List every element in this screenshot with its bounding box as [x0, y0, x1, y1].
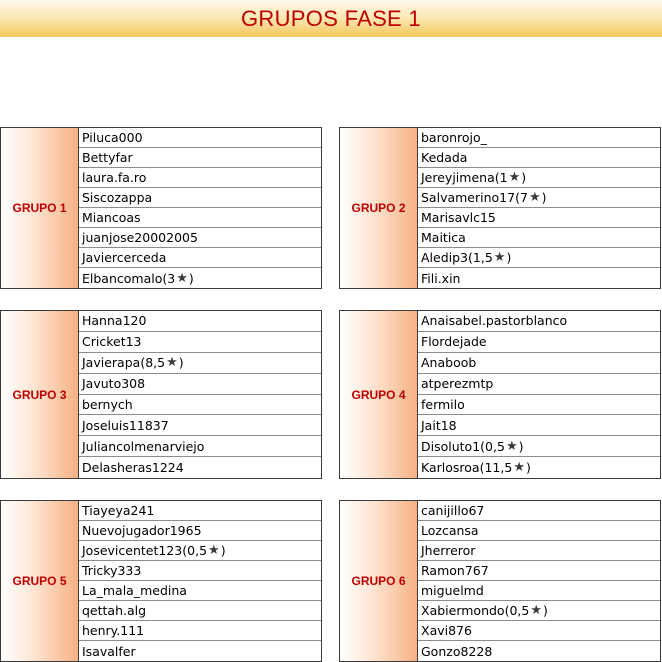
score-close-paren: ) — [543, 603, 548, 618]
member-name: Elbancomalo — [82, 270, 163, 286]
member-row — [418, 208, 660, 228]
member-name: Juliancolmenarviejo — [82, 438, 205, 454]
member-row — [418, 228, 660, 248]
member-name: Javuto308 — [82, 376, 146, 392]
member-name: Bettyfar — [82, 150, 133, 165]
group-label: GRUPO 6 — [351, 574, 406, 588]
member-name: Josevicentet123 — [82, 543, 183, 558]
member-row — [418, 311, 660, 332]
member-name: Siscozappa — [82, 190, 153, 205]
member-list — [418, 501, 660, 661]
member-row — [418, 457, 660, 478]
score-open-paren: ( — [515, 190, 520, 205]
member-row — [418, 581, 660, 601]
group-label-cell — [340, 128, 418, 288]
member-row — [79, 457, 321, 478]
group-label-cell — [340, 501, 418, 661]
member-row — [79, 248, 321, 268]
member-name: Delasheras1224 — [82, 460, 184, 476]
member-list — [418, 128, 660, 288]
member-name: Jherreror — [421, 543, 476, 558]
group-label-cell — [1, 311, 79, 478]
member-list — [79, 128, 321, 288]
member-score: 11,5 — [484, 460, 513, 476]
member-row — [79, 148, 321, 168]
score-open-paren: ( — [162, 270, 168, 286]
member-row — [418, 374, 660, 395]
group-label: GRUPO 4 — [351, 387, 406, 402]
member-row — [418, 395, 660, 416]
member-name: Xavi876 — [421, 623, 472, 638]
member-name: Cricket13 — [82, 334, 142, 350]
member-name: La_mala_medina — [82, 583, 187, 598]
member-name: qettah.alg — [82, 603, 147, 618]
score-close-paren: ) — [188, 270, 194, 286]
member-name: Lozcansa — [421, 523, 479, 538]
member-row — [79, 436, 321, 457]
member-name: Flordejade — [421, 334, 487, 350]
member-row — [79, 581, 321, 601]
member-name: Piluca000 — [82, 130, 143, 145]
group-table — [339, 310, 661, 479]
member-name: Tiayeya241 — [82, 503, 155, 518]
member-score: 3 — [167, 270, 176, 286]
member-name: Tricky333 — [82, 563, 142, 578]
member-list — [79, 501, 321, 661]
member-name: henry.111 — [82, 623, 145, 638]
member-row — [418, 248, 660, 268]
member-name: Marisavlc15 — [421, 210, 496, 225]
member-row — [418, 641, 660, 661]
member-row — [79, 208, 321, 228]
member-row — [418, 168, 660, 188]
member-name: Hanna120 — [82, 313, 147, 329]
star-icon: ★ — [508, 170, 521, 185]
star-icon: ★ — [530, 603, 543, 618]
group-table — [0, 310, 322, 479]
score-open-paren: ( — [468, 250, 473, 265]
member-name: Javiercerceda — [82, 250, 167, 265]
member-row — [418, 521, 660, 541]
score-open-paren: ( — [494, 170, 500, 185]
member-name: Disoluto1 — [421, 438, 481, 454]
star-icon: ★ — [528, 190, 541, 205]
member-name: Miancoas — [82, 210, 141, 225]
member-row — [418, 415, 660, 436]
member-row — [79, 541, 321, 561]
member-row — [418, 332, 660, 353]
member-name: Anaisabel.pastorblanco — [421, 313, 568, 329]
member-name: Ramon767 — [421, 563, 489, 578]
member-name: Javierapa — [82, 355, 141, 371]
score-close-paren: ) — [525, 460, 531, 476]
member-name: Xabiermondo — [421, 603, 505, 618]
member-name: baronrojo_ — [421, 130, 487, 145]
member-score: 0,5 — [509, 603, 530, 618]
score-close-paren: ) — [506, 250, 512, 265]
star-icon: ★ — [208, 543, 220, 558]
member-row — [79, 228, 321, 248]
member-row — [79, 188, 321, 208]
member-row — [79, 641, 321, 661]
star-icon: ★ — [176, 270, 188, 286]
score-open-paren: ( — [182, 543, 188, 558]
group-label-cell — [340, 311, 418, 478]
member-name: Isavalfer — [82, 643, 136, 659]
score-open-paren: ( — [504, 603, 510, 618]
member-row — [418, 501, 660, 521]
member-score: 1,5 — [472, 250, 493, 265]
member-row — [418, 621, 660, 641]
member-name: Nuevojugador1965 — [82, 523, 202, 538]
group-label: GRUPO 2 — [351, 201, 406, 215]
member-name: Aledip3 — [421, 250, 469, 265]
member-row — [79, 311, 321, 332]
score-close-paren: ) — [518, 438, 524, 454]
star-icon: ★ — [513, 460, 525, 476]
member-name: Kedada — [421, 150, 468, 165]
score-close-paren: ) — [521, 170, 527, 185]
member-row — [79, 621, 321, 641]
member-row — [79, 561, 321, 581]
member-row — [79, 501, 321, 521]
score-close-paren: ) — [178, 355, 184, 371]
member-name: Jait18 — [421, 417, 457, 433]
group-label: GRUPO 5 — [12, 574, 67, 588]
member-row — [79, 353, 321, 374]
group-label: GRUPO 3 — [12, 387, 67, 402]
member-row — [418, 561, 660, 581]
member-list — [79, 311, 321, 478]
star-icon: ★ — [505, 438, 518, 454]
member-score: 8,5 — [145, 355, 166, 371]
member-name: Fili.xin — [421, 270, 461, 286]
member-row — [418, 353, 660, 374]
member-row — [418, 128, 660, 148]
group-table — [0, 500, 322, 662]
member-row — [418, 541, 660, 561]
member-score: 7 — [519, 190, 528, 205]
member-name: fermilo — [421, 396, 465, 412]
group-label-cell — [1, 501, 79, 661]
member-name: miguelmd — [421, 583, 484, 598]
member-name: Anaboob — [421, 355, 477, 371]
group-table — [0, 127, 322, 289]
member-row — [79, 601, 321, 621]
group-label: GRUPO 1 — [12, 201, 67, 215]
star-icon: ★ — [166, 355, 178, 371]
member-row — [418, 188, 660, 208]
member-name: laura.fa.ro — [82, 170, 147, 185]
member-row — [79, 332, 321, 353]
member-name: Salvamerino17 — [421, 190, 516, 205]
member-score: 0,5 — [485, 438, 505, 454]
member-name: Jereyjimena — [421, 170, 495, 185]
member-list — [418, 311, 660, 478]
score-close-paren: ) — [541, 190, 547, 205]
member-score: 0,5 — [187, 543, 208, 558]
header-banner — [0, 0, 662, 37]
member-row — [79, 128, 321, 148]
group-label-cell — [1, 128, 79, 288]
group-table — [339, 127, 661, 289]
member-row — [79, 168, 321, 188]
member-name: Karlosroa — [421, 460, 480, 476]
member-row — [79, 521, 321, 541]
star-icon: ★ — [493, 250, 506, 265]
group-table — [339, 500, 661, 662]
member-name: atperezmtp — [421, 376, 494, 392]
member-name: Gonzo8228 — [421, 643, 493, 659]
member-row — [79, 395, 321, 416]
page-title: GRUPOS FASE 1 — [241, 6, 421, 31]
member-row — [418, 436, 660, 457]
member-row — [79, 268, 321, 288]
member-score: 1 — [499, 170, 508, 185]
member-name: canijillo67 — [421, 503, 485, 518]
member-row — [418, 601, 660, 621]
member-row — [79, 374, 321, 395]
member-name: Maitica — [421, 230, 466, 245]
score-open-paren: ( — [479, 460, 485, 476]
member-row — [79, 415, 321, 436]
score-open-paren: ( — [480, 438, 486, 454]
member-row — [418, 148, 660, 168]
score-close-paren: ) — [220, 543, 226, 558]
score-open-paren: ( — [140, 355, 146, 371]
member-name: bernych — [82, 396, 133, 412]
member-name: Joseluis11837 — [82, 417, 169, 433]
member-name: juanjose20002005 — [82, 230, 198, 245]
member-row — [418, 268, 660, 288]
